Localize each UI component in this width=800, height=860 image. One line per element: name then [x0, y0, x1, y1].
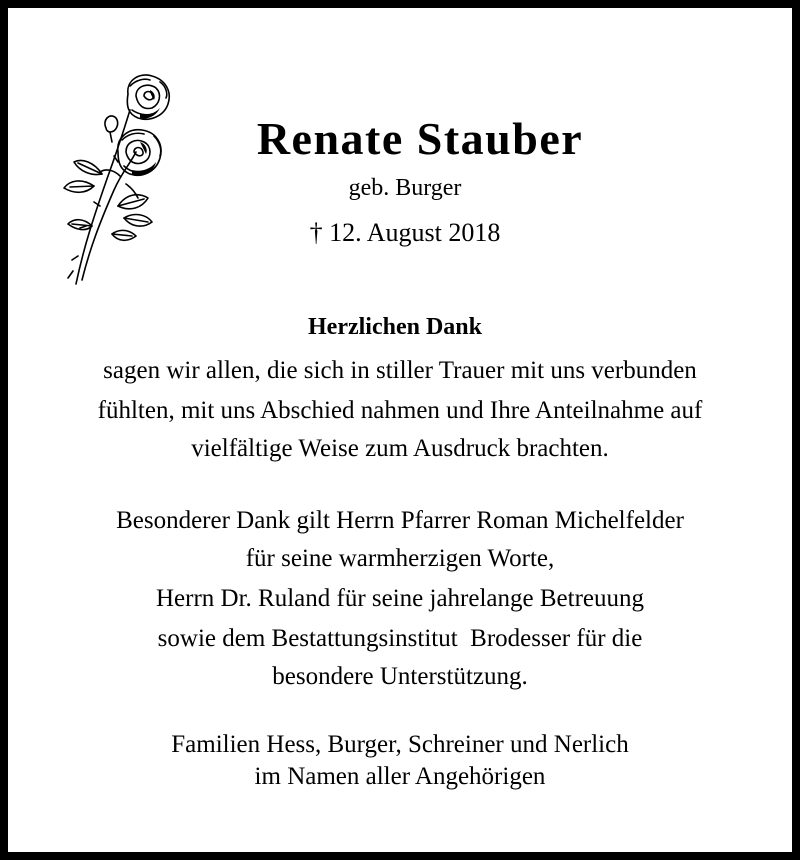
death-date: † 12. August 2018: [309, 218, 501, 247]
signature-line: Familien Hess, Burger, Schreiner und Nerlich: [171, 731, 629, 758]
special-thanks-line: Besonderer Dank gilt Herrn Pfarrer Roman Michelfelder: [116, 507, 684, 534]
thanks-line: fühlten, mit uns Abschied nahmen und Ihre Anteilnahme auf: [97, 397, 703, 424]
thanks-line: vielfältige Weise zum Ausdruck brachten.: [191, 435, 609, 462]
thanks-heading: Herzlichen Dank: [308, 314, 482, 340]
special-thanks-line: für seine warmherzigen Worte,: [245, 545, 555, 572]
thanks-line: sagen wir allen, die sich in stiller Trauer mit uns verbunden: [103, 357, 697, 384]
special-thanks-line: Herrn Dr. Ruland für seine jahrelange Betreuung: [155, 585, 645, 612]
deceased-name: Renate Stauber: [256, 113, 584, 164]
special-thanks-line: sowie dem Bestattungsinstitut Brodesser für die: [157, 625, 643, 652]
special-thanks-line: besondere Unterstützung.: [272, 663, 528, 690]
birth-name: geb. Burger: [348, 175, 462, 201]
signature-line: im Namen aller Angehörigen: [254, 763, 546, 790]
